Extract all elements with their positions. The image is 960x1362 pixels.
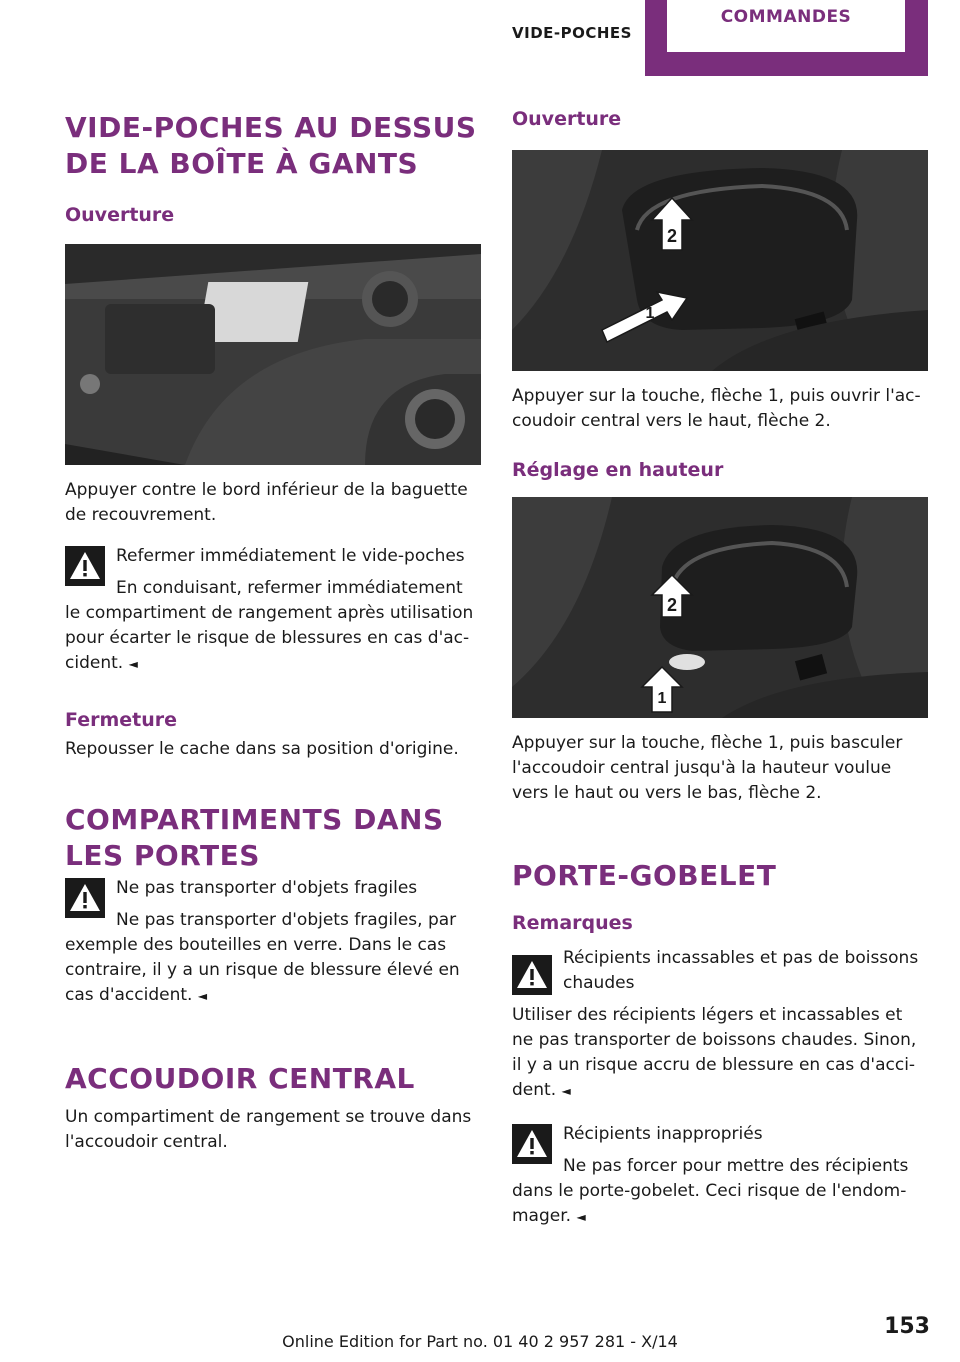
warning-triangle-icon — [65, 878, 105, 918]
warning-body — [512, 1154, 928, 1230]
warning-triangle-icon — [65, 546, 105, 586]
warning-body-first-line: Ne pas forcer pour mettre des récipients — [563, 1156, 909, 1176]
heading-opening: Ouverture — [65, 204, 175, 226]
warning-body — [65, 908, 481, 1009]
heading-height-adjustment: Réglage en hauteur — [512, 459, 724, 481]
arrow-2-label: 2 — [666, 226, 678, 246]
end-mark: ◄ — [576, 1210, 586, 1224]
warning-body-first-line: Ne pas transporter d'objets fragiles, par — [116, 910, 457, 930]
text-armrest-compartment: Un compartiment de rangement se trouve dans l'accoudoir central. — [65, 1107, 472, 1152]
warning-title: Récipients inappropriés — [563, 1124, 763, 1144]
end-mark: ◄ — [128, 657, 138, 671]
warning-body-rest: dans le porte-gobelet. Ceci risque de l'endom-mager. — [512, 1181, 907, 1226]
left-column — [65, 110, 481, 1155]
heading-notes: Remarques — [512, 912, 633, 934]
warning-body-text: Utiliser des récipients légers et incassables et ne pas transporter de boissons chaudes. Sinon, il y a un risque accru de blessure en cas d'acci-dent. — [512, 1005, 917, 1100]
end-mark: ◄ — [197, 989, 208, 1003]
warning-fragile-objects — [65, 876, 481, 1009]
footer-edition-note: Online Edition for Part no. 01 40 2 957 281 - X/14 — [282, 1332, 678, 1351]
armrest-height-illustration — [512, 497, 928, 718]
chapter-tab-label: COMMANDES — [667, 0, 905, 52]
warning-title: Ne pas transporter d'objets fragiles — [116, 878, 418, 898]
warning-body-first-line: En conduisant, refermer immédiatement — [116, 578, 463, 598]
heading-center-armrest: ACCOUDOIR CENTRAL — [65, 1062, 415, 1095]
arrow-2-label: 2 — [666, 595, 678, 615]
heading-glovebox-tray: VIDE-POCHES AU DESSUS DE LA BOÎTE À GANTS — [65, 111, 477, 180]
warning-title: Récipients incassables et pas de boissons chaudes — [563, 948, 919, 993]
warning-body — [65, 576, 481, 677]
heading-door-compartments: COMPARTIMENTS DANS LES PORTES — [65, 803, 444, 872]
warning-body — [512, 1003, 928, 1104]
figure-glovebox-tray — [65, 244, 481, 465]
warning-title: Refermer immédiatement le vide-poches — [116, 546, 465, 566]
text-opening-instruction: Appuyer contre le bord inférieur de la baguette de recouvrement. — [65, 480, 468, 525]
text-armrest-opening: Appuyer sur la touche, flèche 1, puis ouvrir l'ac-coudoir central vers le haut, flèche 2. — [512, 386, 921, 431]
running-header-section: VIDE-POCHES — [512, 24, 632, 42]
arrow-1-label: 1 — [645, 305, 655, 322]
figure-armrest-opening — [512, 150, 928, 371]
warning-unsuitable-containers — [512, 1122, 928, 1230]
warning-close-tray — [65, 544, 481, 677]
end-mark: ◄ — [561, 1084, 571, 1098]
text-height-adjustment: Appuyer sur la touche, flèche 1, puis basculer l'accoudoir central jusqu'à la hauteur voulue vers le haut ou vers le bas, flèche 2. — [512, 733, 903, 803]
chapter-tab — [645, 0, 928, 76]
warning-triangle-icon — [512, 955, 552, 995]
warning-triangle-icon — [512, 1124, 552, 1164]
figure-armrest-height — [512, 497, 928, 718]
heading-cupholder: PORTE-GOBELET — [512, 859, 777, 892]
arrow-1-label: 1 — [657, 690, 667, 707]
armrest-opening-illustration — [512, 150, 928, 371]
text-closing-instruction: Repousser le cache dans sa position d'origine. — [65, 739, 459, 759]
warning-unbreakable-containers — [512, 946, 928, 1104]
right-column — [512, 106, 928, 1230]
dashboard-illustration — [65, 244, 481, 465]
page-number: 153 — [884, 1314, 930, 1339]
warning-body-rest: exemple des bouteilles en verre. Dans le cas contraire, il y a un risque de blessure élevé en cas d'accident. — [65, 935, 460, 1005]
warning-body-rest: le compartiment de rangement après utilisation pour écarter le risque de blessures en cas d'ac-cident. — [65, 603, 474, 673]
heading-armrest-opening: Ouverture — [512, 108, 622, 130]
heading-closing: Fermeture — [65, 709, 178, 731]
